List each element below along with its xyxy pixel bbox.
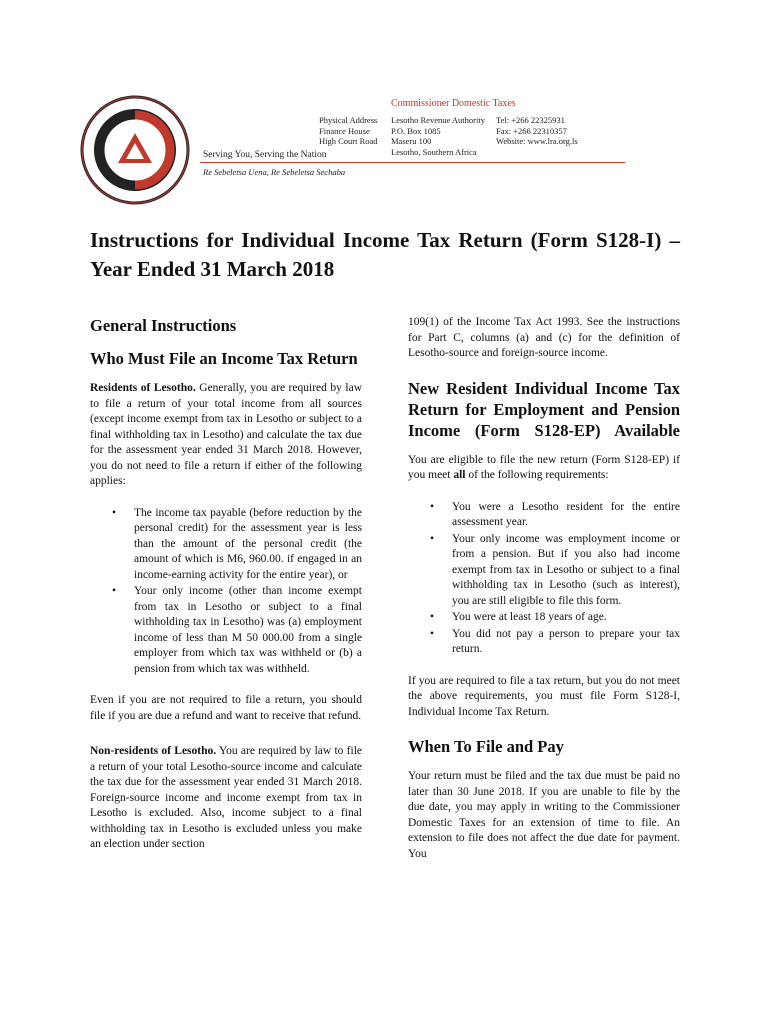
contact-line: Website: www.lra.org.ls bbox=[496, 136, 578, 146]
who-must-file-heading: Who Must File an Income Tax Return bbox=[90, 349, 358, 368]
residents-text: Generally, you are required by law to file a return of your total income from all sources (except income exempt from tax in Lesotho or subject to a final withholding tax in Lesotho) and calculate the tax due for the assessment year ended 31 March 2018. However, you do not need to file a return if either of the following applies: bbox=[90, 382, 363, 487]
bullet-icon: • bbox=[430, 500, 435, 513]
eligible-text-pre: You are eligible to file the new return (Form S128-EP) if you meet bbox=[408, 453, 680, 481]
residents-runin: Residents of Lesotho. bbox=[90, 382, 196, 394]
contact-line: Tel: +266 22325931 bbox=[496, 115, 565, 125]
bullet-icon: • bbox=[430, 611, 435, 623]
when-to-file-heading: When To File and Pay bbox=[408, 737, 564, 756]
list-item-text: Your only income (other than income exempt from tax in Lesotho or subject to a final withholding tax in Lesotho) was (a) employment income of less than M 50 000.00 from a single employer from which tax was withheld or (b) a pension from which tax was withheld. bbox=[134, 585, 362, 675]
list-item bbox=[90, 506, 362, 584]
address-label: High Court Road bbox=[319, 136, 378, 146]
list-item bbox=[408, 500, 680, 531]
address-line: Lesotho Revenue Authority bbox=[391, 115, 485, 125]
lra-logo bbox=[80, 95, 190, 205]
exception-list bbox=[90, 506, 362, 678]
eligible-text-post: of the following requirements: bbox=[468, 469, 609, 481]
address-line: Maseru 100 bbox=[391, 136, 432, 146]
not-meet-paragraph: If you are required to file a tax return, but you do not meet the above requirements, you must file Form S128-I, Individual Income Tax Return. bbox=[408, 674, 680, 718]
address-line: P.O. Box 1085 bbox=[391, 125, 441, 136]
new-return-heading: New Resident Individual Income Tax Return for Employment and Pension Income (Form S128-EP) Available bbox=[408, 378, 680, 440]
lra-seal-icon bbox=[80, 95, 190, 205]
left-column bbox=[90, 315, 362, 864]
header-divider bbox=[200, 162, 625, 163]
bullet-icon: • bbox=[430, 532, 435, 545]
bullet-icon: • bbox=[430, 627, 435, 640]
list-item bbox=[408, 610, 680, 626]
list-item bbox=[90, 584, 362, 677]
when-to-file-paragraph: Your return must be filed and the tax due must be paid no later than 30 June 2018. If you are unable to file by the due date, you may apply in writing to the Commissioner Domestic Taxes for an extension of time to file. An extension to file does not affect the due date for payment. You bbox=[408, 770, 680, 860]
list-item-text: You did not pay a person to prepare your tax return. bbox=[452, 627, 680, 655]
list-item-text: You were at least 18 years of age. bbox=[452, 611, 607, 623]
residents-paragraph bbox=[90, 381, 362, 490]
continued-paragraph: 109(1) of the Income Tax Act 1993. See the instructions for Part C, columns (a) and (c) for the definition of Lesotho-source and foreign-source income. bbox=[408, 316, 680, 359]
contact-line: Fax: +266 22310357 bbox=[496, 125, 567, 136]
bullet-icon: • bbox=[112, 585, 117, 597]
postal-address bbox=[391, 115, 485, 157]
address-labels bbox=[319, 115, 378, 147]
right-column bbox=[408, 315, 680, 873]
eligible-emphasis: all bbox=[453, 469, 466, 481]
list-item bbox=[408, 532, 680, 610]
slogan: Serving You, Serving the Nation bbox=[203, 150, 327, 160]
requirements-list bbox=[408, 500, 680, 658]
contact-details bbox=[496, 115, 578, 147]
eligible-paragraph bbox=[408, 453, 680, 484]
list-item-text: Your only income was employment income or from a pension. But if you also had income exempt from tax in Lesotho or subject to a final withholding tax in Lesotho (such as interest), you are still eligible to file this form. bbox=[452, 532, 680, 607]
office-title: Commissioner Domestic Taxes bbox=[391, 98, 516, 109]
document-title: Instructions for Individual Income Tax Return (Form S128-I) – Year Ended 31 March 2018 bbox=[90, 228, 680, 281]
address-label: Finance House bbox=[319, 125, 370, 136]
nonresidents-runin: Non-residents of Lesotho. bbox=[90, 745, 217, 757]
list-item-text: You were a Lesotho resident for the entire assessment year. bbox=[452, 500, 680, 528]
nonresidents-text: You are required by law to file a return of your total Lesotho-source income and calculate the tax due for the assessment year ended 31 March 2018. Foreign-source income and income exempt from tax in Lesotho is excluded. Also, income subject to a final withholding tax in Lesotho is excluded unless you make an election under section bbox=[90, 745, 362, 850]
refund-paragraph: Even if you are not required to file a return, you should file if you are due a refund and want to receive that refund. bbox=[90, 694, 362, 722]
list-item bbox=[408, 627, 680, 658]
general-instructions-heading: General Instructions bbox=[90, 316, 237, 335]
bullet-icon: • bbox=[112, 506, 117, 519]
list-item-text: The income tax payable (before reduction by the personal credit) for the assessment year is less than the amount of the personal credit (the amount of which is M6, 960.00. if engaged in an income-earning activity for the entire year), or bbox=[134, 506, 362, 581]
address-line: Lesotho, Southern Africa bbox=[391, 146, 477, 157]
address-label: Physical Address bbox=[319, 115, 378, 125]
slogan-sesotho: Re Sebeletsa Uena, Re Sebeletsa Sechaba bbox=[203, 167, 346, 177]
nonresidents-paragraph bbox=[90, 744, 362, 853]
